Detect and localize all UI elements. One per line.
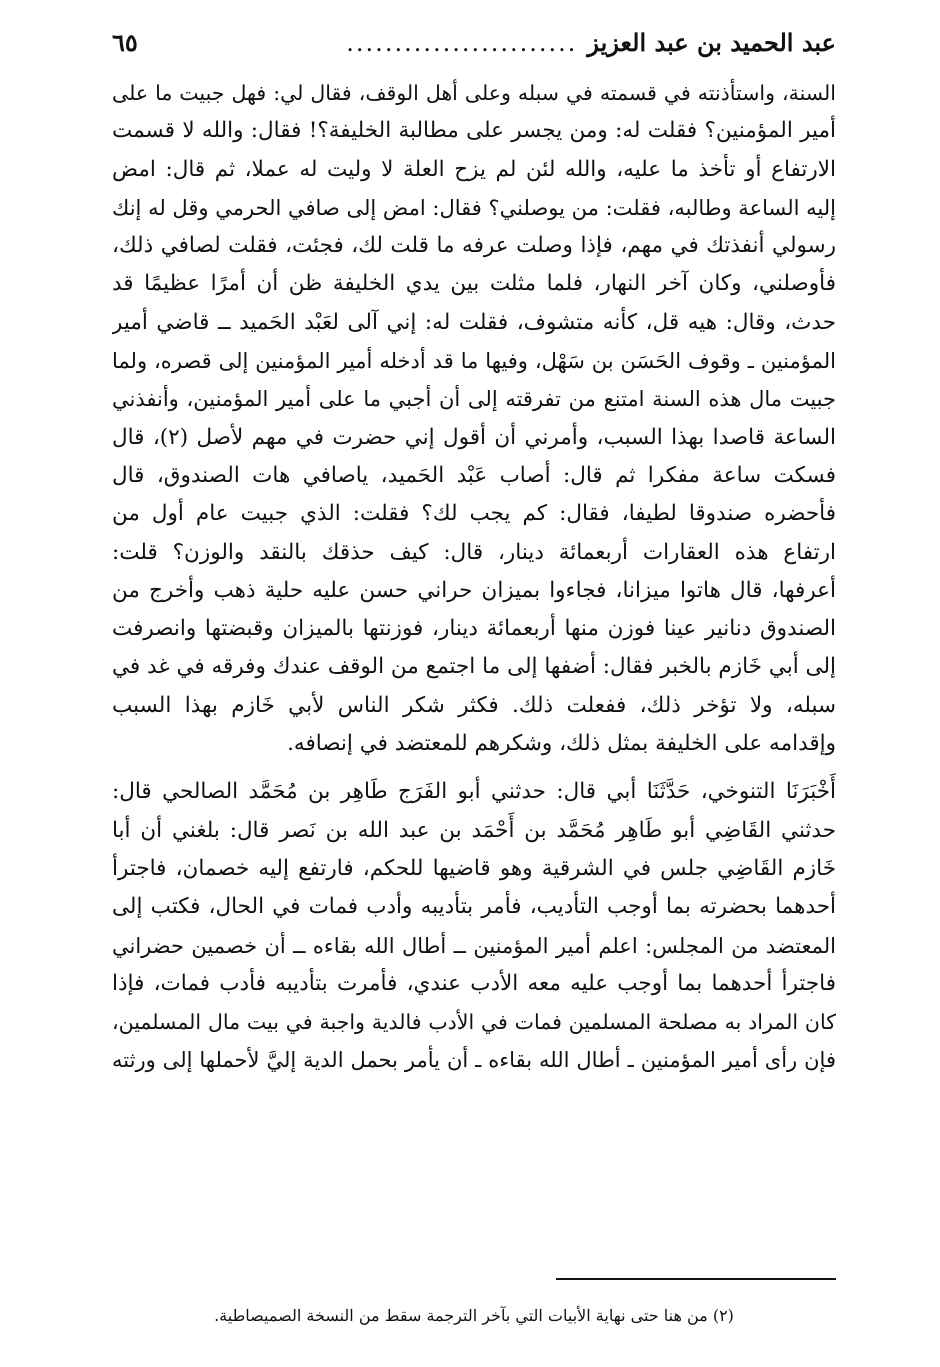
paragraph-2	[112, 773, 836, 1079]
text-line: أَخْبَرَنَا التنوخي، حَدَّثَنَا أبي قال: حدثني أبو الفَرَج طَاهِر بن مُحَمَّد الصالحي قال:	[112, 779, 836, 805]
text-line: حدثني القَاضِي أبو طَاهِر مُحَمَّد بن أَحْمَد بن عبد الله بن نَصر قال: بلغني أن أبا	[112, 817, 836, 843]
text-line: ارتفاع هذه العقارات أربعمائة دينار، قال: كيف حذقك بالنقد والوزن؟ قلت:	[112, 539, 836, 565]
text-line: السنة، واستأذنته في قسمته في سبله وعلى أهل الوقف، فقال لي: فهل جبيت ما على	[112, 81, 836, 105]
text-line: كان المراد به مصلحة المسلمين فمات في الأدب فالدية واجبة في بيت مال المسلمين،	[112, 1010, 836, 1035]
text-line: حدث، وقال: هيه قل، كأنه متشوف، فقلت له: إني آلى لعَبْد الحَميد ــ قاضي أمير	[112, 309, 836, 335]
text-line: فإن رأى أمير المؤمنين ـ أطال الله بقاءه ـ أن يأمر بحمل الدية إليَّ لأحملها إلى ورثته	[112, 1048, 836, 1073]
text-line: الصندوق دنانير عينا فوزن منها أربعمائة دينار، فوزنتها بالميزان وقبضتها وانصرفت	[112, 616, 836, 642]
text-line: جبيت مال هذه السنة امتنع من تفرقته إلى أن أجبي ما على أمير المؤمنين، وأنفذني	[112, 387, 836, 412]
text-line: رسولي أنفذتك في مهم، فإذا وصلت عرفه ما قلت لك، فجئت، فقلت لصافي ذلك،	[112, 233, 836, 259]
book-page	[112, 28, 836, 1325]
text-line: إلى أبي خَازم بالخبر فقال: أضفها إلى ما اجتمع من الوقف عندك وفرقه في غد في	[112, 654, 836, 680]
body-text	[112, 74, 836, 1080]
text-line: أمير المؤمنين؟ فقلت له: ومن يجسر على مطالبة الخليفة؟! فقال: والله لا قسمت	[112, 118, 836, 144]
text-line: فأوصلني، وكان آخر النهار، فلما مثلت بين يدي الخليفة ظن أن أمرًا عظيمًا قد	[112, 271, 836, 297]
paragraph-1	[112, 74, 836, 763]
text-line: أعرفها، قال هاتوا ميزانا، فجاءوا بميزان حراني حسن عليه حلية ذهب وأخرج من	[112, 577, 836, 603]
leader-dots: ........................	[346, 29, 578, 57]
footnote: (٢) من هنا حتى نهاية الأبيات التي بآخر الترجمة سقط من النسخة الصميصاطية.	[214, 1306, 734, 1325]
text-line: فاجترأ أحدهما بما أوجب عليه معه الأدب عندي، فأمرت بتأديبه فأدب فمات، فإذا	[112, 970, 836, 996]
text-line: أحدهما بحضرته بما أوجب التأديب، فأمر بتأديبه وأدب فمات في الحال، فكتب إلى	[112, 894, 836, 920]
text-line: الساعة قاصدا بهذا السبب، وأمرني أن أقول إني حضرت في مهم لأصل (٢)، قال	[112, 424, 836, 450]
paragraph-spacer	[112, 763, 836, 773]
footnote-divider	[556, 1278, 836, 1280]
text-line: خَازم القَاضِي جلس في الشرقية وهو قاضيها للحكم، فارتفع إليه خصمان، فاجترأ	[112, 855, 836, 881]
text-line: سبله، ولا تؤخر ذلك، ففعلت ذلك. فكثر شكر الناس لأبي خَازم بهذا السبب	[112, 692, 836, 718]
text-line: وإقدامه على الخليفة بمثل ذلك، وشكرهم للمعتضد في إنصافه.	[287, 731, 836, 757]
text-line: فأحضره صندوقا لطيفا، فقال: كم يجب لك؟ فقلت: الذي جبيت عام أول من	[112, 501, 836, 527]
running-header	[112, 28, 836, 74]
text-line: إليه الساعة وطالبه، فقلت: من يوصلني؟ فقال: امض إلى صافي الحرمي وقل له إنك	[112, 195, 836, 220]
text-line: المؤمنين ـ وقوف الحَسَن بن سَهْل، وفيها ما قد أدخله أمير المؤمنين إلى قصره، ولما	[112, 349, 836, 374]
text-line: فسكت ساعة مفكرا ثم قال: أصاب عَبْد الحَميد، ياصافي هات الصندوق، قال	[112, 462, 836, 488]
text-line: الارتفاع أو تأخذ ما عليه، والله لئن لم يزح العلة لا وليت له عملا، ثم قال: امض	[112, 156, 836, 182]
text-line: المعتضد من المجلس: اعلم أمير المؤمنين ــ أطال الله بقاءه ــ أن خصمين حضراني	[112, 933, 836, 958]
running-title: عبد الحميد بن عبد العزيز	[587, 28, 836, 57]
page-number: ٦٥	[112, 28, 138, 57]
